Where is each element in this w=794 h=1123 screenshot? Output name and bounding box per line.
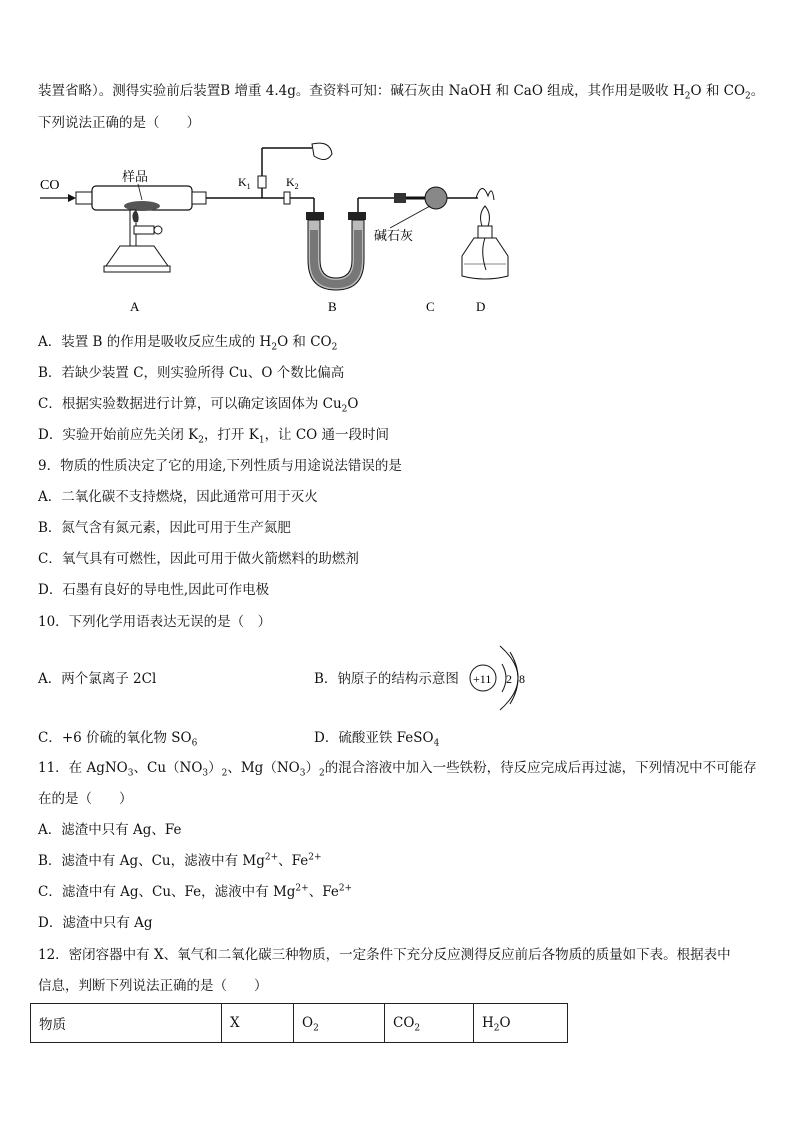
table-header-row bbox=[31, 1004, 568, 1043]
q8-option-c bbox=[38, 395, 358, 413]
sup: 2+ bbox=[308, 852, 322, 863]
sub: 3 bbox=[202, 768, 209, 779]
valve-k1 bbox=[258, 176, 266, 188]
table-cell-x: X bbox=[222, 1004, 294, 1043]
intro-line-2: 下列说法正确的是（ ） bbox=[38, 115, 200, 131]
q11-option-a: A．滤渣中只有 Ag、Fe bbox=[38, 822, 182, 838]
label-c: C bbox=[426, 299, 435, 314]
sub: 3 bbox=[127, 768, 134, 779]
option-text: ，让 CO 通一段时间 bbox=[264, 427, 390, 443]
sub: 3 bbox=[299, 768, 306, 779]
stem-text: 11．在 AgNO bbox=[38, 760, 128, 776]
sodium-atom-diagram bbox=[466, 642, 536, 714]
table-cell-o2 bbox=[294, 1004, 385, 1043]
sub: 2 bbox=[341, 404, 348, 415]
q11-stem-line-2: 在的是（ ） bbox=[38, 791, 133, 807]
intro-line-1 bbox=[38, 82, 764, 100]
option-text: 、Fe bbox=[308, 884, 339, 900]
co-label: CO bbox=[40, 178, 60, 193]
k1-label: $K_1$ bbox=[238, 175, 251, 191]
q11-option-c bbox=[38, 883, 352, 901]
q11-option-b bbox=[38, 852, 322, 870]
q8-option-d bbox=[38, 426, 389, 444]
sub: 2 bbox=[414, 1023, 421, 1034]
sub: 2 bbox=[313, 1023, 319, 1034]
q8-option-a bbox=[38, 333, 337, 351]
sub: 2 bbox=[745, 91, 751, 102]
stem-text: 、Cu（NO bbox=[133, 760, 203, 776]
sub: 2 bbox=[271, 342, 278, 353]
sub: 2 bbox=[221, 768, 228, 779]
burner-stand bbox=[104, 210, 170, 272]
valve-k2 bbox=[284, 192, 290, 204]
sub: 2 bbox=[684, 91, 691, 102]
q9-option-a: A．二氧化碳不支持燃烧，因此通常可用于灭火 bbox=[38, 489, 318, 505]
intro-text: 装置省略）。测得实验前后装置B 增重 4.4g。查资料可知：碱石灰由 NaOH 和 CaO 组成，其作用是吸收 H bbox=[38, 83, 685, 99]
table-cell-substance: 物质 bbox=[31, 1004, 222, 1043]
q10-option-b: B．钠原子的结构示意图 bbox=[314, 671, 459, 687]
sup: 2+ bbox=[295, 883, 309, 894]
option-text: A．装置 B 的作用是吸收反应生成的 H bbox=[38, 334, 272, 350]
option-text: B．滤渣中有 Ag、Cu，滤液中有 Mg bbox=[38, 853, 265, 869]
mass-table bbox=[30, 1003, 568, 1043]
q10-option-a: A．两个氯离子 2Cl bbox=[38, 671, 157, 687]
option-text: C．滤渣中有 Ag、Cu、Fe，滤液中有 Mg bbox=[38, 884, 296, 900]
apparatus-figure bbox=[30, 140, 570, 320]
cell-text: H bbox=[482, 1015, 494, 1031]
option-text: O bbox=[347, 396, 359, 412]
sub: 6 bbox=[191, 738, 198, 749]
k2-label: $K_2$ bbox=[286, 175, 299, 191]
combustion-tube bbox=[76, 186, 206, 211]
q10-option-c bbox=[38, 729, 197, 747]
q12-stem-line-2: 信息，判断下列说法正确的是（ ） bbox=[38, 978, 268, 994]
sub: 2 bbox=[318, 768, 325, 779]
intro-text-mid: O 和 CO bbox=[690, 83, 746, 99]
option-text: O 和 CO bbox=[277, 334, 332, 350]
option-text: D．硫酸亚铁 FeSO bbox=[314, 730, 434, 746]
option-text: D．实验开始前应先关闭 K bbox=[38, 427, 199, 443]
u-tube-b bbox=[306, 212, 366, 290]
cell-text: CO bbox=[393, 1015, 415, 1031]
q12-stem-line-1: 12．密闭容器中有 X、氧气和二氧化碳三种物质，一定条件下充分反应测得反应前后各物质的质量如下表。根据表中 bbox=[38, 947, 731, 963]
alcohol-lamp-d bbox=[462, 188, 508, 279]
option-text: C．+6 价硫的氧化物 SO bbox=[38, 730, 192, 746]
cell-text: O bbox=[302, 1015, 314, 1031]
shell2-count: 8 bbox=[519, 672, 525, 686]
table-cell-h2o bbox=[474, 1004, 568, 1043]
sup: 2+ bbox=[338, 883, 353, 894]
q11-stem-line-1 bbox=[38, 759, 757, 777]
q10-option-d bbox=[314, 729, 439, 747]
shell1-count: 2 bbox=[506, 672, 512, 686]
drying-tube-c bbox=[394, 187, 478, 209]
nucleus-label: +11 bbox=[473, 672, 492, 686]
label-b: B bbox=[328, 299, 337, 314]
table-cell-co2 bbox=[385, 1004, 474, 1043]
stem-text: ） bbox=[208, 760, 222, 776]
sup: 2+ bbox=[264, 852, 279, 863]
q11-option-d: D．滤渣中只有 Ag bbox=[38, 915, 153, 931]
sub: 2 bbox=[331, 342, 338, 353]
option-text: ，打开 K bbox=[203, 427, 259, 443]
sample-label: 样品 bbox=[122, 169, 149, 184]
sub: 4 bbox=[433, 738, 440, 749]
intro-text-end: 。 bbox=[750, 83, 765, 99]
label-a: A bbox=[130, 299, 140, 314]
stem-text: ） bbox=[305, 760, 319, 776]
q8-option-b: B．若缺少装置 C，则实验所得 Cu、O 个数比偏高 bbox=[38, 365, 345, 381]
cell-text: O bbox=[499, 1015, 511, 1031]
option-text: 、Fe bbox=[278, 853, 309, 869]
sub: 1 bbox=[258, 435, 265, 446]
q9-option-c: C．氧气具有可燃性，因此可用于做火箭燃料的助燃剂 bbox=[38, 551, 359, 567]
sub: 2 bbox=[198, 435, 204, 446]
q9-option-d: D．石墨有良好的导电性,因此可作电极 bbox=[38, 582, 270, 598]
q9-stem: 9．物质的性质决定了它的用途,下列性质与用途说法错误的是 bbox=[38, 458, 402, 474]
stem-text: 的混合溶液中加入一些铁粉，待反应完成后再过滤，下列情况中不可能存 bbox=[324, 760, 757, 776]
stem-text: 、Mg（NO bbox=[227, 760, 300, 776]
soda-lime-label: 碱石灰 bbox=[374, 228, 414, 243]
sub: 2 bbox=[493, 1023, 500, 1034]
label-d: D bbox=[476, 299, 486, 314]
option-text: C．根据实验数据进行计算，可以确定该固体为 Cu bbox=[38, 396, 342, 412]
q10-stem: 10．下列化学用语表达无误的是（ ） bbox=[38, 614, 272, 630]
q9-option-b: B．氮气含有氮元素，因此可用于生产氮肥 bbox=[38, 520, 291, 536]
